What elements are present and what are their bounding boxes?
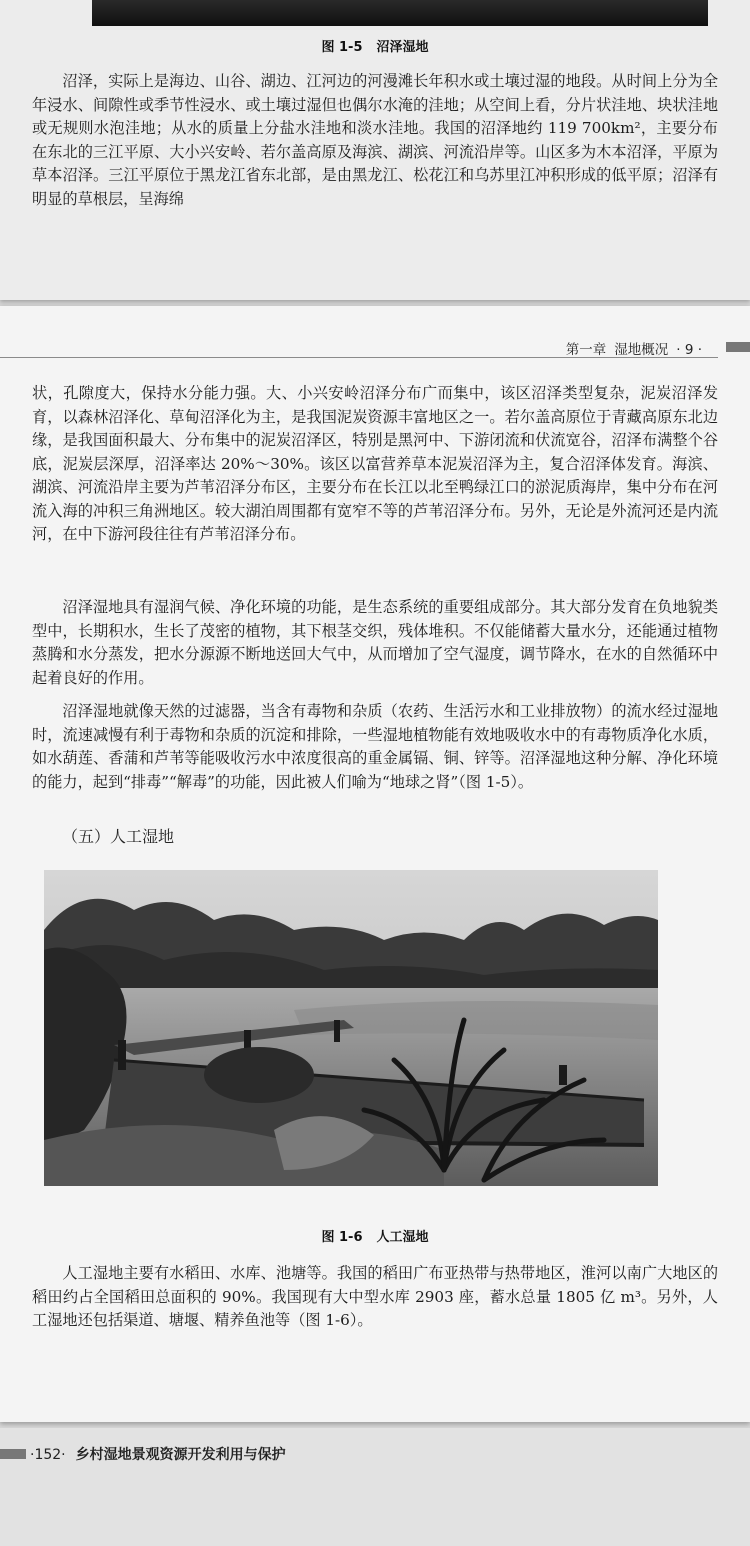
figure-caption-1-6 xyxy=(0,1226,750,1245)
running-header xyxy=(0,336,750,356)
book-title: 乡村湿地景观资源开发利用与保护 xyxy=(75,1447,286,1463)
body-paragraph: 状，孔隙度大，保持水分能力强。大、小兴安岭沼泽分布广而集中，该区沼泽类型复杂，泥炭沼泽发育，以森林沼泽化、草甸沼泽化为主，是我国泥炭资源丰富地区之一。若尔盖高原位于青藏高原东北边缘，是我国面积最大、分布集中的泥炭沼泽区，特别是黑河中、下游闭流和伏流宽谷，沼泽布满整个谷底，泥炭层深厚，沼泽率达 20%～30%。该区以富营养草本泥炭沼泽为主，复合沼泽体发育。海滨、湖滨、河流沿岸主要为芦苇沼泽分布区，主要分布在长江以北至鸭绿江口的淤泥质海岸，集中分布在河流入海的冲积三角洲地区。较大湖泊周围都有宽窄不等的芦苇沼泽分布。另外，无论是外流河还是内流河，在中下游河段往往有芦苇沼泽分布。 xyxy=(32,384,718,543)
page-number: · 9 · xyxy=(676,342,702,358)
body-paragraph: 沼泽，实际上是海边、山谷、湖边、江河边的河漫滩长年积水或土壤过湿的地段。从时间上分为全年浸水、间隙性或季节性浸水、或土壤过湿但也偶尔水淹的洼地；从空间上看，分片状洼地、块状洼地或无规则水泡洼地；从水的质量上分盐水洼地和淡水洼地。我国的沼泽地约 119 700km²，主要分布在东北的三江平原、大小兴安岭、若尔盖高原及海滨、湖滨、河流沿岸等。山区多为木本沼泽，平原为草本沼泽。三江平原位于黑龙江省东北部，是由黑龙江、松花江和乌苏里江冲积形成的低平原；沼泽有明显的草根层，呈海绵 xyxy=(32,72,718,208)
main-page xyxy=(0,306,750,1422)
figure-number: 图 1-6 xyxy=(321,1230,363,1245)
body-paragraph: 沼泽湿地具有湿润气候、净化环境的功能，是生态系统的重要组成部分。其大部分发育在负地貌类型中，长期积水，生长了茂密的植物，其下根茎交织，残体堆积。不仅能储蓄大量水分，还能通过植物蒸腾和水分蒸发，把水分源源不断地送回大气中，从而增加了空气湿度，调节降水，在水的自然循环中起着良好的作用。 xyxy=(32,598,718,687)
header-tab-block xyxy=(726,342,750,352)
header-text xyxy=(558,338,702,358)
figure-title: 人工湿地 xyxy=(376,1230,429,1245)
next-page xyxy=(0,1428,750,1546)
figure-photo-marsh xyxy=(92,0,708,26)
body-paragraph: 沼泽湿地就像天然的过滤器，当含有毒物和杂质（农药、生活污水和工业排放物）的流水经过湿地时，流速减慢有利于毒物和杂质的沉淀和排除，一些湿地植物能有效地吸收水中的有毒物质净化水质，如水葫莲、香蒲和芦苇等能吸收污水中浓度很高的重金属镉、铜、锌等。沼泽湿地这种分解、净化环境的能力，起到“排毒”“解毒”的功能，因此被人们喻为“地球之肾”（图 1-5）。 xyxy=(32,702,718,791)
chapter-label: 第一章 xyxy=(565,342,607,358)
running-footer xyxy=(0,1444,750,1464)
figure-title: 沼泽湿地 xyxy=(376,40,429,55)
page-number: ·152· xyxy=(30,1447,66,1463)
figure-number: 图 1-5 xyxy=(321,40,363,55)
chapter-title: 湿地概况 xyxy=(614,342,669,358)
section-heading: （五）人工湿地 xyxy=(62,827,175,846)
previous-page xyxy=(0,0,750,300)
footer-tab-block xyxy=(0,1449,26,1459)
figure-photo-artificial-wetland xyxy=(44,870,658,1186)
footer-text xyxy=(30,1444,286,1464)
body-paragraph: 人工湿地主要有水稻田、水库、池塘等。我国的稻田广布亚热带与热带地区，淮河以南广大地区的稻田约占全国稻田总面积的 90%。我国现有大中型水库 2903 座，蓄水总量 1805 亿 m³。另外，人工湿地还包括渠道、塘堰、精养鱼池等（图 1-6）。 xyxy=(32,1264,718,1329)
figure-caption-1-5 xyxy=(0,36,750,55)
